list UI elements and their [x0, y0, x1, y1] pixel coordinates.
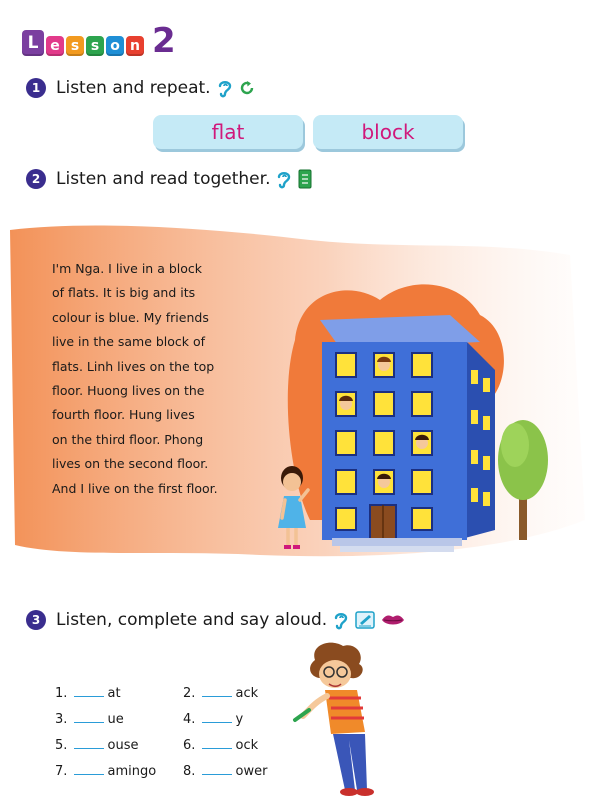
- reading-passage: [52, 257, 227, 501]
- answer-blank[interactable]: [202, 738, 232, 749]
- answer-blank[interactable]: [74, 738, 104, 749]
- item-ending: ack: [235, 686, 259, 701]
- item-number: 5.: [55, 738, 68, 753]
- exercise-item: [183, 712, 243, 727]
- section-2-heading: [26, 169, 312, 189]
- item-ending: at: [107, 686, 121, 701]
- answer-blank[interactable]: [74, 686, 104, 697]
- passage-line: lives on the second floor.: [52, 456, 209, 472]
- item-ending: y: [235, 712, 244, 727]
- item-ending: ower: [235, 764, 268, 779]
- word-text: flat: [211, 120, 245, 144]
- word-card-block[interactable]: [313, 115, 463, 149]
- item-ending: amingo: [107, 764, 157, 779]
- ear-icon[interactable]: [276, 169, 292, 189]
- repeat-arrow-icon[interactable]: [239, 80, 255, 96]
- passage-line: I'm Nga. I live in a block: [52, 261, 202, 276]
- section-3-heading: [26, 610, 405, 630]
- passage-line: floor. Huong lives on the: [52, 383, 205, 399]
- passage-line: fourth floor. Hung lives: [52, 407, 195, 423]
- lesson-number: 2: [152, 21, 176, 61]
- answer-blank[interactable]: [74, 712, 104, 723]
- passage-line: colour is blue. My friends: [52, 309, 209, 325]
- lesson-letter: e: [46, 36, 64, 56]
- exercise-item: [55, 686, 121, 701]
- answer-blank[interactable]: [202, 712, 232, 723]
- section-1-heading: [26, 78, 255, 98]
- word-text: block: [361, 120, 415, 144]
- boy-writing-illustration: [285, 640, 395, 800]
- lesson-heading: [22, 21, 176, 61]
- item-number: 2.: [183, 686, 196, 701]
- exercise-item: [55, 738, 139, 753]
- passage-line: And I live on the first floor.: [52, 480, 218, 496]
- section-number-badge: 1: [26, 78, 46, 98]
- lesson-letter: L: [22, 30, 44, 56]
- answer-blank[interactable]: [202, 686, 232, 697]
- item-number: 3.: [55, 712, 68, 727]
- item-number: 1.: [55, 686, 68, 701]
- ear-icon[interactable]: [217, 78, 233, 98]
- item-ending: ock: [235, 738, 259, 753]
- exercise-item: [183, 738, 258, 753]
- section-title: Listen and repeat.: [56, 78, 211, 98]
- lesson-letter: s: [66, 36, 84, 56]
- section-title: Listen, complete and say aloud.: [56, 610, 328, 630]
- book-icon[interactable]: [298, 169, 312, 189]
- item-number: 4.: [183, 712, 196, 727]
- pencil-paper-icon[interactable]: [355, 610, 375, 630]
- item-ending: ouse: [107, 738, 139, 753]
- passage-line: live in the same block of: [52, 334, 206, 350]
- word-card-flat[interactable]: [153, 115, 303, 149]
- lesson-letter: s: [86, 36, 104, 56]
- exercise-item: [183, 686, 258, 701]
- entrance-steps: [332, 538, 462, 546]
- section-number-badge: 2: [26, 169, 46, 189]
- item-number: 7.: [55, 764, 68, 779]
- section-number-badge: 3: [26, 610, 46, 630]
- passage-line: on the third floor. Phong: [52, 431, 204, 447]
- ear-icon[interactable]: [333, 610, 349, 630]
- answer-blank[interactable]: [74, 764, 104, 775]
- passage-line: of flats. It is big and its: [52, 285, 196, 301]
- item-ending: ue: [107, 712, 124, 727]
- answer-blank[interactable]: [202, 764, 232, 775]
- lips-icon[interactable]: [381, 613, 405, 627]
- passage-line: flats. Linh lives on the top: [52, 358, 215, 374]
- lesson-letter: n: [126, 36, 144, 56]
- exercise-item: [55, 764, 156, 779]
- lesson-letter: o: [106, 36, 124, 56]
- exercise-item: [55, 712, 124, 727]
- building-side: [465, 340, 495, 538]
- item-number: 6.: [183, 738, 196, 753]
- section-title: Listen and read together.: [56, 169, 271, 189]
- exercise-item: [183, 764, 267, 779]
- item-number: 8.: [183, 764, 196, 779]
